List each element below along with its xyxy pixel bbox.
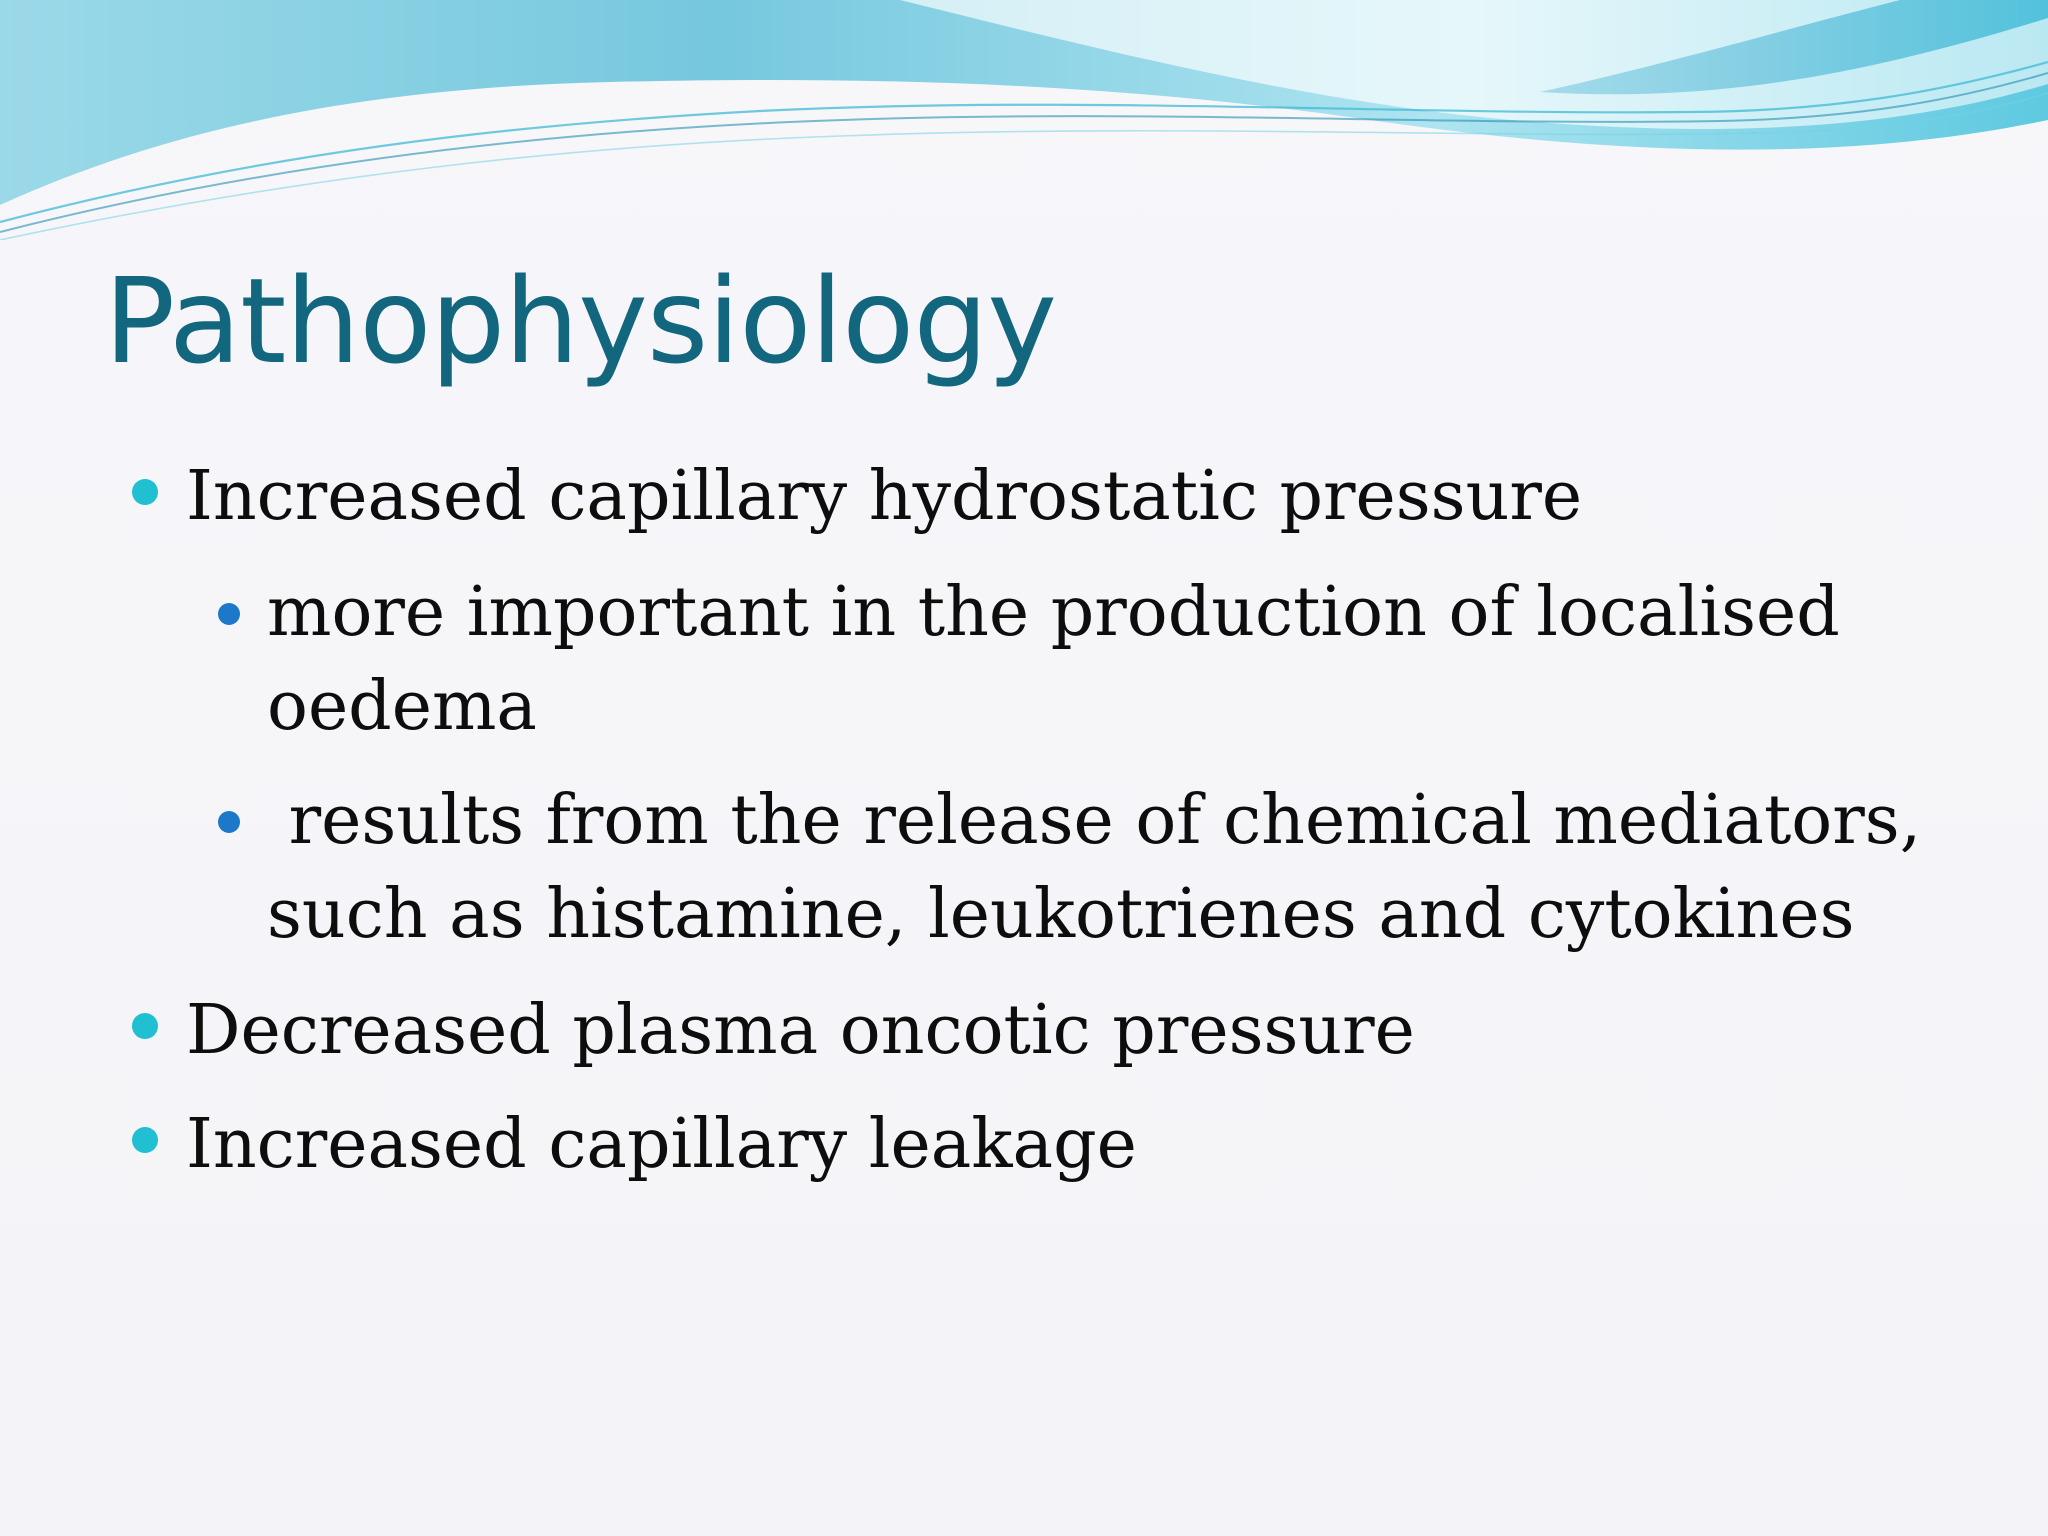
bullet-dot-icon — [132, 479, 158, 505]
bullet-item-level-1 — [128, 984, 1968, 1078]
bullet-text: Decreased plasma oncotic pressure — [186, 991, 1415, 1070]
bullet-text: Increased capillary leakage — [186, 1105, 1137, 1184]
bullet-text: Increased capillary hydrostatic pressure — [186, 457, 1583, 536]
decorative-wave-header — [0, 0, 2048, 240]
slide-title: Pathophysiology — [104, 252, 1057, 390]
bullet-dot-icon — [132, 1127, 158, 1153]
bullet-dot-icon — [132, 1013, 158, 1039]
bullet-dot-icon — [218, 603, 240, 625]
bullet-item-level-1 — [128, 450, 1968, 544]
bullet-item-level-2 — [208, 566, 1957, 754]
bullet-item-level-1 — [128, 1098, 1968, 1192]
bullet-item-level-2 — [208, 774, 1957, 962]
bullet-text: more important in the production of localised oedema — [267, 573, 1862, 746]
bullet-list — [128, 450, 1968, 1192]
bullet-dot-icon — [218, 811, 240, 833]
bullet-text: results from the release of chemical mediators, such as histamine, leukotrienes and cytokines — [267, 781, 1943, 954]
